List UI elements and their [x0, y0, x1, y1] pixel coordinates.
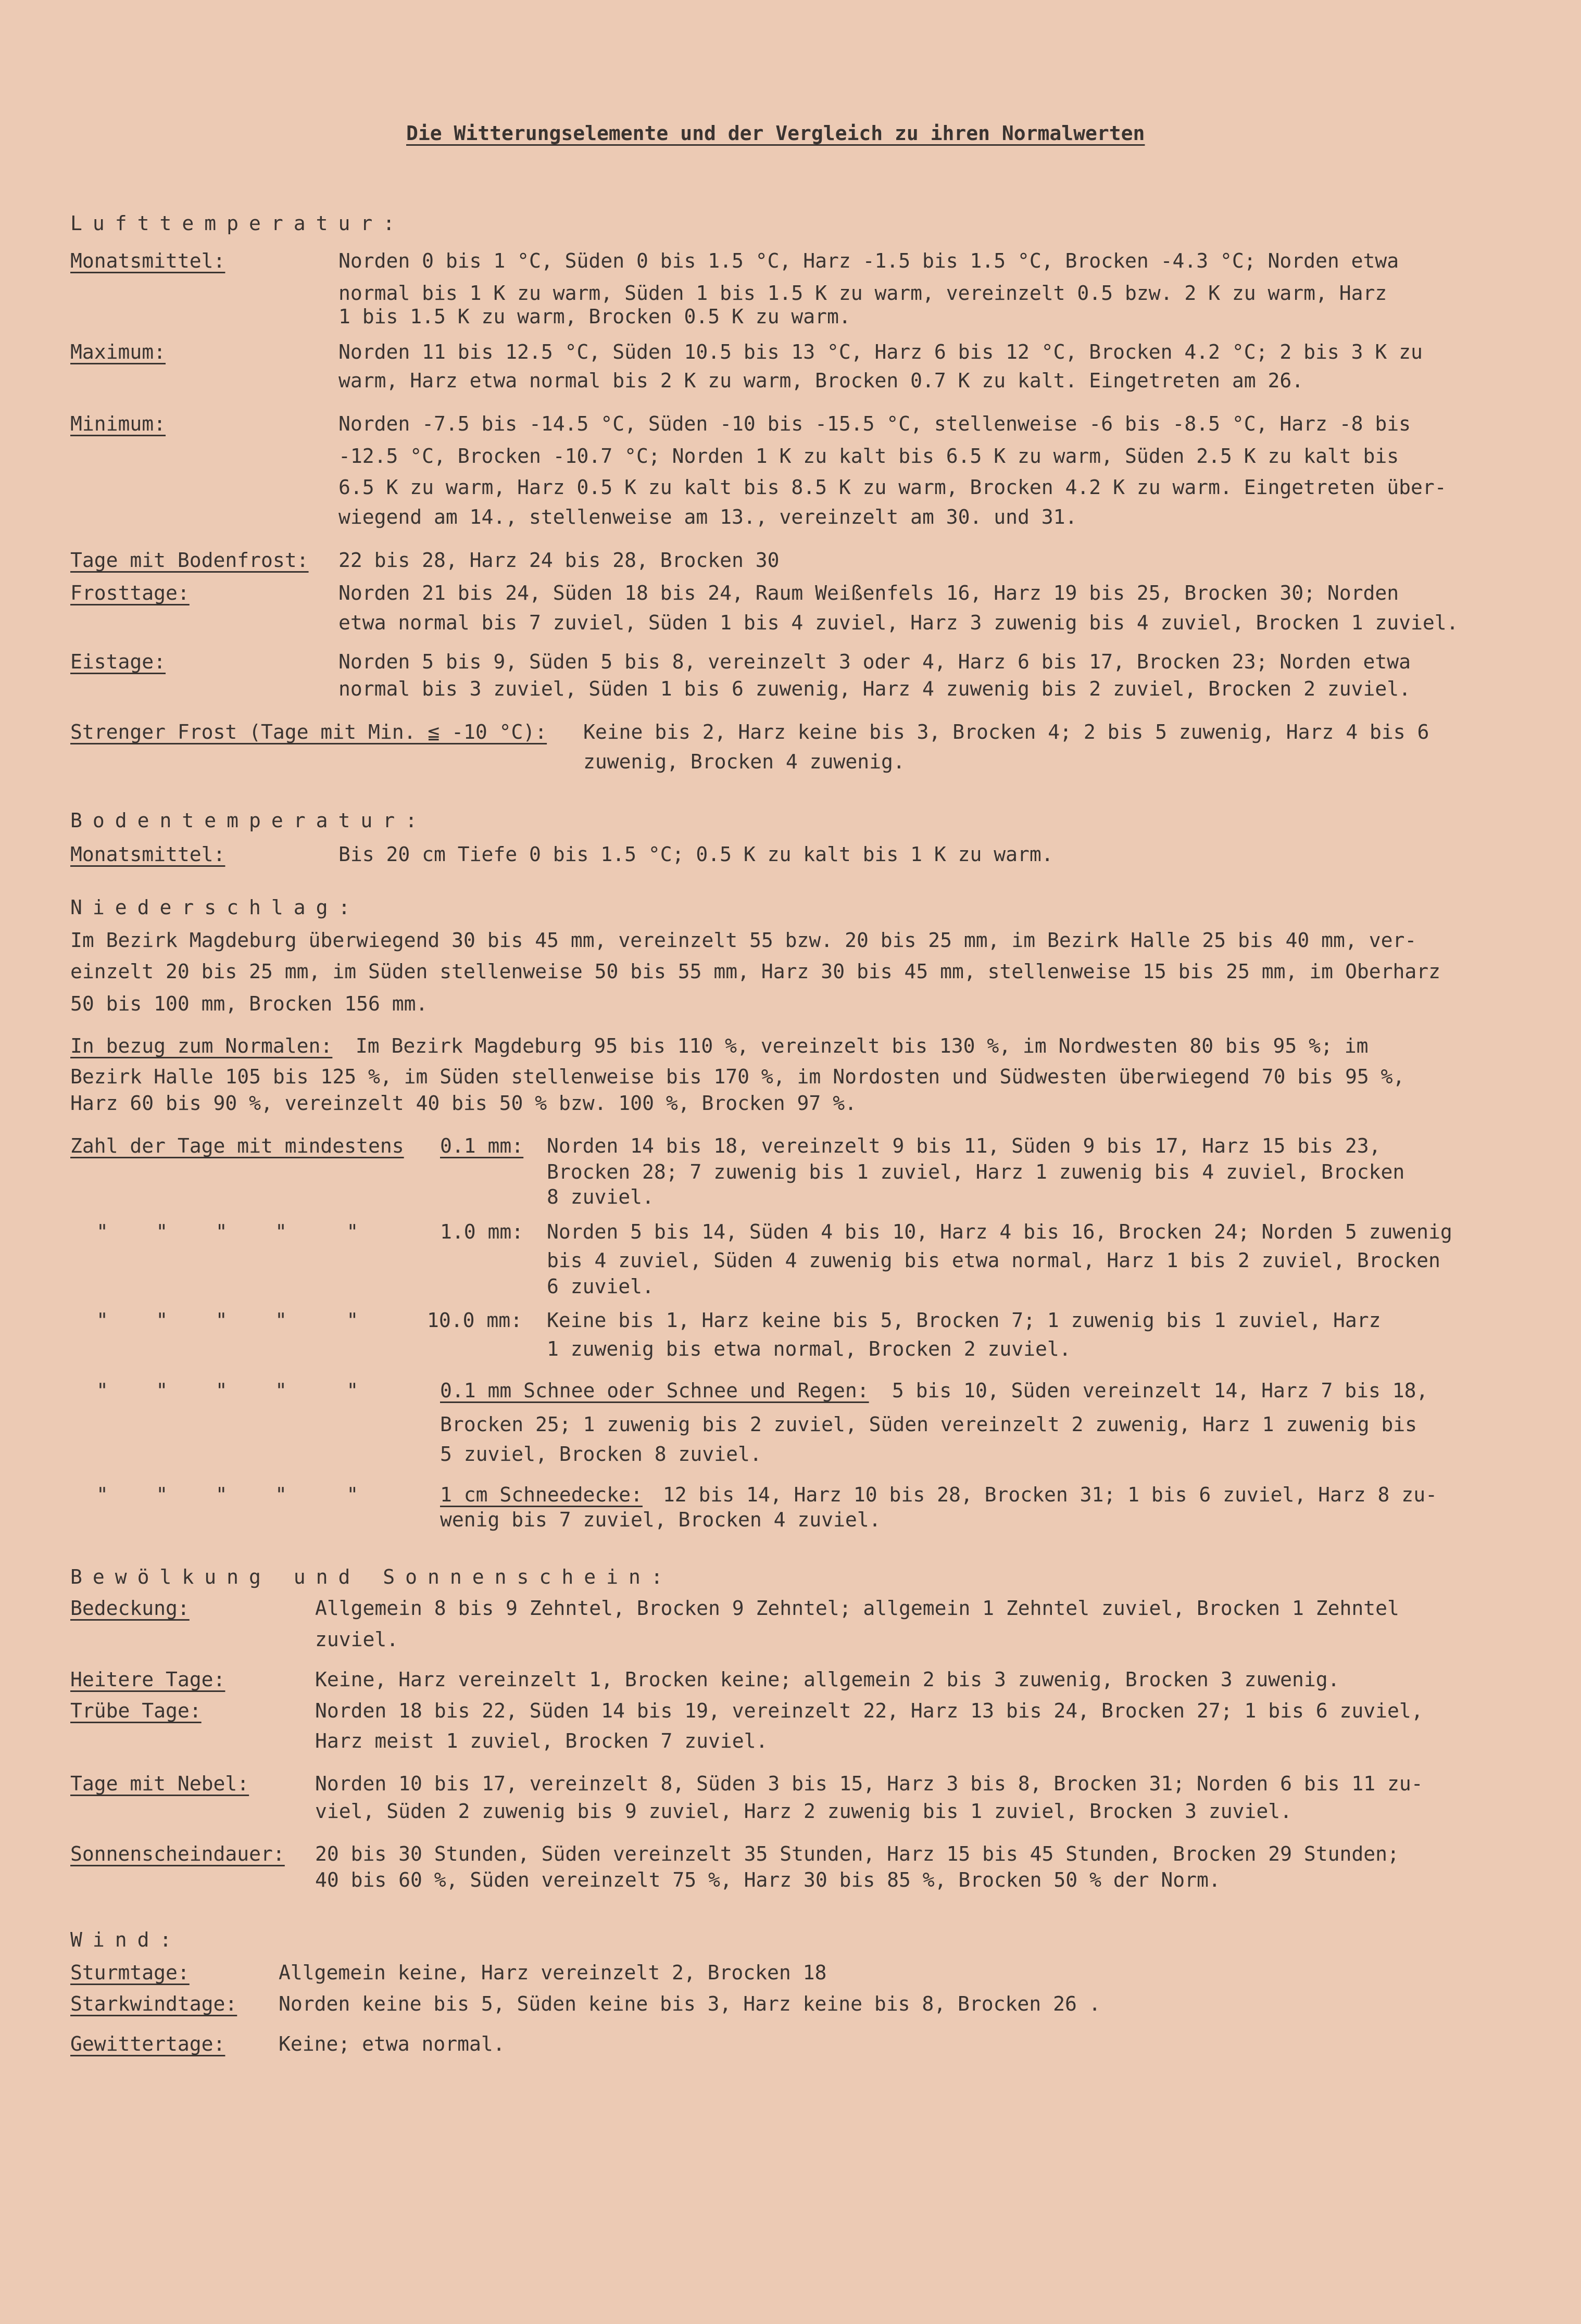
text-line: Norden 18 bis 22, Süden 14 bis 19, vereinzelt 22, Harz 13 bis 24, Brocken 27; 1 bis 6 zuviel, — [315, 1699, 1423, 1722]
threshold-1-0-mm: 1.0 mm: — [440, 1220, 524, 1243]
ditto-marks: " " " " " — [96, 1220, 359, 1243]
label-truebe-tage: Trübe Tage: — [70, 1699, 202, 1722]
text-line: einzelt 20 bis 25 mm, im Süden stellenweise 50 bis 55 mm, Harz 30 bis 45 mm, stellenweise 15 bis 25 mm, im Oberharz — [70, 960, 1440, 983]
text-schneedecke-cont: wenig bis 7 zuviel, Brocken 4 zuviel. — [440, 1508, 881, 1531]
label-schneedecke: 1 cm Schneedecke: — [440, 1483, 643, 1506]
text-sturmtage: Allgemein keine, Harz vereinzelt 2, Brocken 18 — [279, 1961, 827, 1984]
section-heading-lufttemperatur: Lufttemperatur: — [70, 212, 406, 235]
label-strenger-frost: Strenger Frost (Tage mit Min. ≦ -10 °C): — [70, 721, 547, 743]
text-line: normal bis 1 K zu warm, Süden 1 bis 1.5 K zu warm, vereinzelt 0.5 bzw. 2 K zu warm, Harz — [338, 282, 1387, 305]
text-line: 50 bis 100 mm, Brocken 156 mm. — [70, 992, 428, 1015]
text-line: Brocken 25; 1 zuwenig bis 2 zuviel, Süden vereinzelt 2 zuwenig, Harz 1 zuwenig bis — [440, 1413, 1417, 1436]
ditto-marks: " " " " " — [96, 1483, 359, 1506]
section-heading-bodentemperatur: Bodentemperatur: — [70, 809, 428, 832]
text-line: Norden 14 bis 18, vereinzelt 9 bis 11, Süden 9 bis 17, Harz 15 bis 23, — [547, 1134, 1381, 1157]
text-line: Im Bezirk Magdeburg überwiegend 30 bis 45 mm, vereinzelt 55 bzw. 20 bis 25 mm, im Bezirk Halle 25 bis 40 mm, ver- — [70, 929, 1417, 952]
label-frosttage: Frosttage: — [70, 582, 190, 604]
label-minimum: Minimum: — [70, 412, 166, 435]
label-gewittertage: Gewittertage: — [70, 2032, 225, 2055]
text-schnee-oder-regen: 5 bis 10, Süden vereinzelt 14, Harz 7 bis 18, — [880, 1379, 1428, 1402]
text-line: Brocken 28; 7 zuwenig bis 1 zuviel, Harz 1 zuwenig bis 4 zuviel, Brocken — [547, 1160, 1405, 1183]
label-eistage: Eistage: — [70, 650, 166, 673]
text-line: Norden 11 bis 12.5 °C, Süden 10.5 bis 13 °C, Harz 6 bis 12 °C, Brocken 4.2 °C; 2 bis 3 K zu — [338, 340, 1423, 363]
section-heading-wind: Wind: — [70, 1928, 182, 1951]
text-line: Allgemein 8 bis 9 Zehntel, Brocken 9 Zehntel; allgemein 1 Zehntel zuviel, Brocken 1 Zehntel — [315, 1597, 1399, 1620]
threshold-10-0-mm: 10.0 mm: — [427, 1309, 523, 1332]
ditto-marks: " " " " " — [96, 1309, 359, 1332]
text-line: Norden 5 bis 14, Süden 4 bis 10, Harz 4 bis 16, Brocken 24; Norden 5 zuwenig — [547, 1220, 1452, 1243]
text-line: zuviel. — [315, 1628, 399, 1651]
text-line: viel, Süden 2 zuwenig bis 9 zuviel, Harz 2 zuwenig bis 1 zuviel, Brocken 3 zuviel. — [315, 1800, 1292, 1823]
text-line: -12.5 °C, Brocken -10.7 °C; Norden 1 K zu kalt bis 6.5 K zu warm, Süden 2.5 K zu kalt bis — [338, 445, 1399, 468]
text-line: Norden -7.5 bis -14.5 °C, Süden -10 bis -15.5 °C, stellenweise -6 bis -8.5 °C, Harz -8 bis — [338, 412, 1411, 435]
label-sonnenscheindauer: Sonnenscheindauer: — [70, 1842, 285, 1865]
text-line: 8 zuviel. — [547, 1185, 654, 1208]
text-line: wiegend am 14., stellenweise am 13., vereinzelt am 30. und 31. — [338, 506, 1077, 528]
text-strenger-frost: Keine bis 2, Harz keine bis 3, Brocken 4; 2 bis 5 zuwenig, Harz 4 bis 6 — [583, 721, 1429, 743]
text-starkwindtage: Norden keine bis 5, Süden keine bis 3, Harz keine bis 8, Brocken 26 . — [279, 1992, 1101, 2015]
text-line: 20 bis 30 Stunden, Süden vereinzelt 35 Stunden, Harz 15 bis 45 Stunden, Brocken 29 Stunden; — [315, 1842, 1399, 1865]
text-boden-monatsmittel: Bis 20 cm Tiefe 0 bis 1.5 °C; 0.5 K zu kalt bis 1 K zu warm. — [338, 843, 1053, 866]
ditto-marks: " " " " " — [96, 1379, 359, 1402]
text-line: Norden 5 bis 9, Süden 5 bis 8, vereinzelt 3 oder 4, Harz 6 bis 17, Brocken 23; Norden etwa — [338, 650, 1411, 673]
label-starkwindtage: Starkwindtage: — [70, 1992, 237, 2015]
text-line: 6 zuviel. — [547, 1275, 654, 1298]
text-line: Harz meist 1 zuviel, Brocken 7 zuviel. — [315, 1729, 768, 1752]
text-line: etwa normal bis 7 zuviel, Süden 1 bis 4 zuviel, Harz 3 zuwenig bis 4 zuviel, Brocken 1 zuviel. — [338, 611, 1459, 634]
text-line: Norden 21 bis 24, Süden 18 bis 24, Raum Weißenfels 16, Harz 19 bis 25, Brocken 30; Norden — [338, 582, 1399, 604]
text-strenger-frost-cont: zuwenig, Brocken 4 zuwenig. — [583, 750, 905, 773]
text-line: Harz 60 bis 90 %, vereinzelt 40 bis 50 % bzw. 100 %, Brocken 97 %. — [70, 1092, 857, 1115]
section-heading-niederschlag: Niederschlag: — [70, 896, 361, 919]
text-in-bezug: Im Bezirk Magdeburg 95 bis 110 %, vereinzelt bis 130 %, im Nordwesten 80 bis 95 %; im — [344, 1034, 1369, 1057]
text-line: Norden 10 bis 17, vereinzelt 8, Süden 3 bis 15, Harz 3 bis 8, Brocken 31; Norden 6 bis 11 zu- — [315, 1772, 1423, 1795]
label-schnee-oder-regen: 0.1 mm Schnee oder Schnee und Regen: — [440, 1379, 869, 1402]
text-line: 1 zuwenig bis etwa normal, Brocken 2 zuviel. — [547, 1337, 1071, 1360]
label-zahl-der-tage: Zahl der Tage mit mindestens — [70, 1134, 404, 1157]
label-heitere-tage: Heitere Tage: — [70, 1668, 225, 1691]
text-gewittertage: Keine; etwa normal. — [279, 2032, 505, 2055]
section-heading-bewoelkung: Bewölkung und Sonnenschein: — [70, 1565, 673, 1588]
label-in-bezug-zum-normalen: In bezug zum Normalen: — [70, 1034, 333, 1057]
label-monatsmittel: Monatsmittel: — [70, 249, 225, 272]
text-line: bis 4 zuviel, Süden 4 zuwenig bis etwa normal, Harz 1 bis 2 zuviel, Brocken — [547, 1249, 1440, 1272]
label-maximum: Maximum: — [70, 340, 166, 363]
label-sturmtage: Sturmtage: — [70, 1961, 190, 1984]
text-line: 1 bis 1.5 K zu warm, Brocken 0.5 K zu warm. — [338, 305, 851, 328]
text-line: 5 zuviel, Brocken 8 zuviel. — [440, 1443, 762, 1466]
text-line: Keine bis 1, Harz keine bis 5, Brocken 7; 1 zuwenig bis 1 zuviel, Harz — [547, 1309, 1381, 1332]
text-line: 6.5 K zu warm, Harz 0.5 K zu kalt bis 8.5 K zu warm, Brocken 4.2 K zu warm. Eingetreten über- — [338, 476, 1447, 499]
label-bedeckung: Bedeckung: — [70, 1597, 190, 1620]
label-tage-mit-nebel: Tage mit Nebel: — [70, 1772, 249, 1795]
text-schneedecke: 12 bis 14, Harz 10 bis 28, Brocken 31; 1 bis 6 zuviel, Harz 8 zu- — [651, 1483, 1437, 1506]
text-bodenfrost: 22 bis 28, Harz 24 bis 28, Brocken 30 — [338, 549, 780, 572]
text-line: normal bis 3 zuviel, Süden 1 bis 6 zuwenig, Harz 4 zuwenig bis 2 zuviel, Brocken 2 zuviel. — [338, 677, 1411, 700]
text-line: warm, Harz etwa normal bis 2 K zu warm, Brocken 0.7 K zu kalt. Eingetreten am 26. — [338, 369, 1304, 392]
threshold-0-1-mm: 0.1 mm: — [440, 1134, 524, 1157]
page-title: Die Witterungselemente und der Vergleich zu ihren Normalwerten — [406, 122, 1145, 145]
text-line: Norden 0 bis 1 °C, Süden 0 bis 1.5 °C, Harz -1.5 bis 1.5 °C, Brocken -4.3 °C; Norden etwa — [338, 249, 1399, 272]
text-line: Bezirk Halle 105 bis 125 %, im Süden stellenweise bis 170 %, im Nordosten und Südwesten überwiegend 70 bis 95 %, — [70, 1065, 1405, 1088]
text-line: 40 bis 60 %, Süden vereinzelt 75 %, Harz 30 bis 85 %, Brocken 50 % der Norm. — [315, 1868, 1221, 1891]
label-boden-monatsmittel: Monatsmittel: — [70, 843, 225, 866]
text-heitere-tage: Keine, Harz vereinzelt 1, Brocken keine; allgemein 2 bis 3 zuwenig, Brocken 3 zuwenig. — [315, 1668, 1340, 1691]
label-bodenfrost: Tage mit Bodenfrost: — [70, 549, 309, 572]
